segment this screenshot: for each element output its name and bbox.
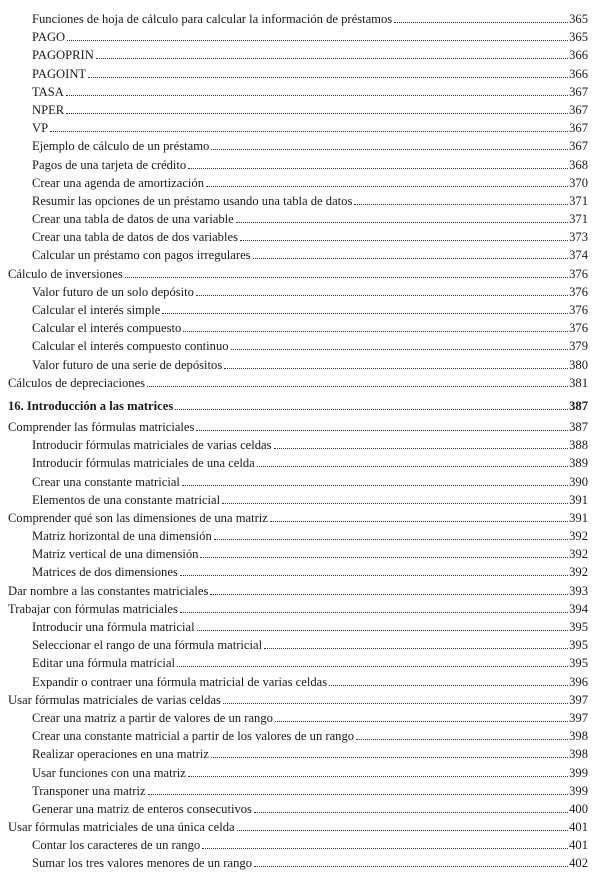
- dot-leader: [214, 539, 568, 540]
- toc-entry-page: 368: [569, 157, 588, 172]
- dot-leader: [67, 40, 568, 41]
- toc-entry: [8, 473, 588, 491]
- toc-entry-title: Valor futuro de una serie de depósitos: [32, 357, 223, 372]
- dot-leader: [162, 313, 568, 314]
- toc-entry-title: Contar los caracteres de un rango: [32, 838, 201, 853]
- toc-entry-page: 395: [569, 638, 588, 653]
- toc-entry: [8, 836, 588, 854]
- toc-entry-page: 399: [569, 783, 588, 798]
- toc-entry-page: 397: [569, 692, 588, 707]
- dot-leader: [254, 866, 568, 867]
- toc-entry: [8, 192, 588, 210]
- toc-entry-page: 370: [569, 175, 588, 190]
- toc-entry-page: 371: [569, 212, 588, 227]
- toc-entry-page: 388: [569, 438, 588, 453]
- toc-entry-page: 365: [569, 30, 588, 45]
- dot-leader: [270, 521, 568, 522]
- toc-entry: [8, 210, 588, 228]
- toc-entry: [8, 509, 588, 527]
- toc-entry-page: 395: [569, 620, 588, 634]
- dot-leader: [88, 77, 568, 78]
- dot-leader: [275, 721, 568, 722]
- toc-entry: [8, 854, 588, 872]
- dot-leader: [274, 448, 569, 449]
- toc-entry-page: 400: [569, 801, 588, 816]
- toc-entry-page: 392: [569, 547, 588, 562]
- toc-entry-title: Introducir fórmulas matriciales de una celda: [32, 456, 255, 471]
- dot-leader: [240, 240, 568, 241]
- toc-entry-title: Dar nombre a las constantes matriciales: [8, 583, 209, 598]
- toc-entry-page: 387: [569, 419, 588, 434]
- toc-entry-title: Crear una tabla de datos de una variable: [32, 212, 234, 227]
- toc-entry: [8, 727, 588, 745]
- toc-entry-title: Crear una tabla de datos de dos variables: [32, 230, 238, 245]
- dot-leader: [200, 557, 568, 558]
- toc-entry-page: 376: [569, 284, 588, 299]
- toc-entry-page: 392: [569, 565, 588, 580]
- toc-entry: [8, 283, 588, 301]
- toc-entry-title: Crear una constante matricial: [32, 474, 180, 489]
- toc-entry-title: Crear una matriz a partir de valores de un rango: [32, 710, 273, 725]
- toc-entry-page: 373: [569, 230, 588, 245]
- toc-entry-title: VP: [32, 121, 49, 136]
- toc-entry-page: 398: [569, 747, 588, 762]
- toc-entry-page: 366: [569, 48, 588, 63]
- dot-leader: [257, 466, 568, 467]
- toc-entry-title: Usar fórmulas matriciales de una única celda: [8, 820, 235, 835]
- toc-entry: [8, 337, 588, 355]
- table-of-contents: [8, 10, 588, 873]
- toc-entry-title: Cálculo de inversiones: [8, 266, 123, 281]
- toc-entry-title: Comprender qué son las dimensiones de una matriz: [8, 510, 268, 525]
- toc-entry: [8, 745, 588, 763]
- toc-entry-title: Sumar los tres valores menores de un rango: [32, 856, 252, 871]
- toc-entry-title: Seleccionar el rango de una fórmula matricial: [32, 638, 263, 653]
- dot-leader: [264, 648, 568, 649]
- toc-entry: [8, 374, 588, 392]
- toc-entry-title: Calcular el interés compuesto continuo: [32, 339, 229, 354]
- toc-entry-title: Transponer una matriz: [32, 783, 146, 798]
- dot-leader: [50, 131, 568, 132]
- toc-entry: [8, 10, 588, 28]
- toc-entry-title: NPER: [32, 102, 65, 117]
- toc-entry: [8, 491, 588, 509]
- toc-entry: [8, 673, 588, 691]
- toc-entry-page: 374: [569, 248, 588, 263]
- toc-entry: [8, 764, 588, 782]
- dot-leader: [96, 58, 568, 59]
- toc-entry-title: Elementos de una constante matricial: [32, 492, 221, 507]
- dot-leader: [224, 368, 568, 369]
- toc-entry-title: Introducir fórmulas matriciales de varias celdas: [32, 438, 272, 453]
- dot-leader: [66, 95, 568, 96]
- dot-leader: [202, 848, 568, 849]
- toc-entry-page: 367: [569, 84, 588, 99]
- toc-entry-page: 371: [569, 193, 588, 208]
- toc-entry: [8, 228, 588, 246]
- dot-leader: [356, 739, 568, 740]
- toc-entry-title: Ejemplo de cálculo de un préstamo: [32, 139, 210, 154]
- toc-entry-page: 390: [569, 474, 588, 489]
- toc-entry-page: 397: [569, 710, 588, 725]
- dot-leader: [211, 757, 568, 758]
- toc-entry: [8, 582, 588, 600]
- dot-leader: [183, 331, 568, 332]
- dot-leader: [196, 430, 568, 431]
- toc-entry: [8, 101, 588, 119]
- toc-entry-title: PAGOINT: [32, 66, 87, 81]
- toc-entry: [8, 782, 588, 800]
- toc-entry-page: 367: [569, 139, 588, 154]
- toc-entry-page: 396: [569, 674, 588, 689]
- toc-entry-page: 391: [569, 492, 588, 507]
- dot-leader: [147, 386, 568, 387]
- dot-leader: [188, 168, 568, 169]
- toc-entry-title: PAGOPRIN: [32, 48, 94, 63]
- toc-entry: [8, 83, 588, 101]
- dot-leader: [188, 776, 568, 777]
- toc-entry: [8, 800, 588, 818]
- toc-entry-title: Usar fórmulas matriciales de varias celdas: [8, 692, 221, 707]
- toc-entry-title: Editar una fórmula matricial: [32, 656, 176, 671]
- dot-leader: [177, 666, 568, 667]
- dot-leader: [125, 277, 568, 278]
- dot-leader: [148, 794, 569, 795]
- toc-entry-page: 380: [569, 357, 588, 372]
- toc-entry: [8, 636, 588, 654]
- dot-leader: [66, 113, 568, 114]
- dot-leader: [180, 612, 568, 613]
- toc-entry-title: Valor futuro de un solo depósito: [32, 284, 194, 299]
- toc-chapter-heading: [8, 394, 588, 418]
- toc-entry: [8, 691, 588, 709]
- toc-entry-title: Calcular el interés simple: [32, 303, 161, 317]
- toc-entry-page: 367: [569, 102, 588, 117]
- toc-entry-title: 16. Introducción a las matrices: [8, 398, 174, 413]
- toc-entry-page: 398: [569, 729, 588, 744]
- toc-entry: [8, 818, 588, 836]
- dot-leader: [223, 703, 568, 704]
- toc-entry: [8, 174, 588, 192]
- toc-entry-title: Calcular un préstamo con pagos irregulares: [32, 248, 251, 263]
- toc-entry-page: 376: [569, 266, 588, 281]
- dot-leader: [254, 812, 568, 813]
- dot-leader: [196, 295, 568, 296]
- toc-entry: [8, 28, 588, 46]
- toc-entry: [8, 618, 588, 636]
- toc-entry: [8, 454, 588, 472]
- dot-leader: [329, 685, 568, 686]
- dot-leader: [354, 204, 568, 205]
- toc-entry-page: 366: [569, 66, 588, 81]
- dot-leader: [231, 349, 569, 350]
- toc-entry-title: Cálculos de depreciaciones: [8, 375, 146, 390]
- toc-entry-page: 379: [569, 339, 588, 354]
- toc-entry-page: 394: [569, 601, 588, 616]
- toc-entry-page: 401: [569, 838, 588, 853]
- toc-entry-title: Matriz vertical de una dimensión: [32, 547, 199, 562]
- dot-leader: [175, 409, 568, 410]
- toc-entry-title: Realizar operaciones en una matriz: [32, 747, 209, 762]
- toc-entry-page: 402: [569, 856, 588, 871]
- toc-entry-title: PAGO: [32, 30, 66, 45]
- toc-entry-page: 381: [569, 375, 588, 390]
- toc-entry-page: 376: [569, 321, 588, 336]
- toc-entry-title: Crear una constante matricial a partir de los valores de un rango: [32, 729, 355, 744]
- toc-entry-title: Calcular el interés compuesto: [32, 321, 182, 336]
- toc-entry-title: TASA: [32, 84, 64, 99]
- toc-entry-page: 399: [569, 765, 588, 780]
- toc-entry: [8, 654, 588, 672]
- toc-entry: [8, 156, 588, 174]
- toc-entry-title: Usar funciones con una matriz: [32, 765, 186, 780]
- toc-entry: [8, 246, 588, 264]
- toc-entry-page: 387: [569, 398, 588, 413]
- toc-entry: [8, 709, 588, 727]
- toc-entry-page: 389: [569, 456, 588, 471]
- dot-leader: [236, 222, 568, 223]
- toc-entry-page: 393: [569, 583, 588, 598]
- toc-entry-title: Resumir las opciones de un préstamo usando una tabla de datos: [32, 193, 353, 208]
- toc-entry: [8, 46, 588, 64]
- toc-entry-title: Trabajar con fórmulas matriciales: [8, 601, 178, 616]
- toc-entry-title: Funciones de hoja de cálculo para calcular la información de préstamos: [32, 12, 393, 26]
- toc-entry: [8, 265, 588, 283]
- dot-leader: [197, 630, 569, 631]
- toc-entry: [8, 600, 588, 618]
- toc-entry-page: 395: [569, 656, 588, 671]
- toc-entry-page: 401: [569, 820, 588, 835]
- dot-leader: [180, 575, 568, 576]
- toc-entry-title: Introducir una fórmula matricial: [32, 620, 195, 634]
- toc-entry: [8, 65, 588, 83]
- toc-entry: [8, 563, 588, 581]
- toc-entry-page: 365: [569, 12, 588, 26]
- toc-entry-page: 367: [569, 121, 588, 136]
- toc-entry: [8, 436, 588, 454]
- dot-leader: [210, 594, 568, 595]
- toc-entry-page: 376: [569, 303, 588, 317]
- dot-leader: [237, 830, 569, 831]
- dot-leader: [211, 149, 568, 150]
- toc-entry: [8, 119, 588, 137]
- toc-entry: [8, 137, 588, 155]
- dot-leader: [206, 186, 568, 187]
- toc-entry-title: Matriz horizontal de una dimensión: [32, 529, 212, 544]
- toc-entry-title: Comprender las fórmulas matriciales: [8, 419, 195, 434]
- toc-entry-page: 392: [569, 529, 588, 544]
- toc-entry-title: Matrices de dos dimensiones: [32, 565, 178, 580]
- toc-entry-title: Pagos de una tarjeta de crédito: [32, 157, 187, 172]
- toc-entry-title: Crear una agenda de amortización: [32, 175, 205, 190]
- toc-entry: [8, 319, 588, 337]
- toc-entry-page: 391: [569, 510, 588, 525]
- toc-entry-title: Expandir o contraer una fórmula matricial de varias celdas: [32, 674, 328, 689]
- toc-entry: [8, 356, 588, 374]
- dot-leader: [253, 258, 569, 259]
- dot-leader: [222, 503, 568, 504]
- toc-entry: [8, 527, 588, 545]
- dot-leader: [394, 22, 568, 23]
- dot-leader: [182, 485, 568, 486]
- toc-entry: [8, 418, 588, 436]
- toc-entry: [8, 545, 588, 563]
- toc-entry-title: Generar una matriz de enteros consecutivos: [32, 801, 252, 816]
- toc-entry: [8, 301, 588, 319]
